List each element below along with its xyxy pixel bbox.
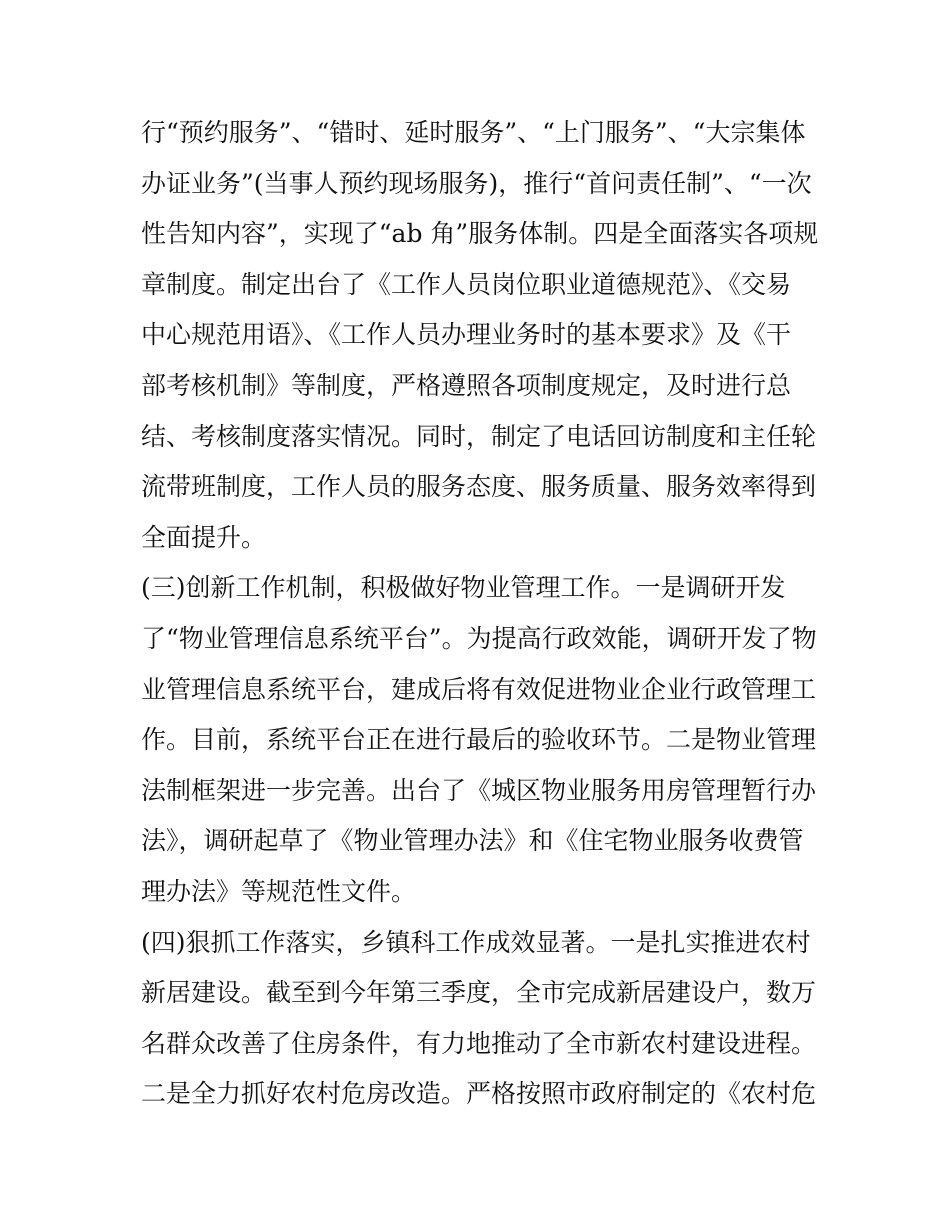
- text-line-1: 行“预约服务”、“错时、延时服务”、“上门服务”、“大宗集体: [141, 118, 806, 147]
- text-line-3: 性告知内容”，实现了“ab 角”服务体制。四是全面落实各项规: [141, 219, 819, 249]
- text-line-19: 名群众改善了住房条件，有力地推动了全市新农村建设进程。: [141, 1028, 817, 1058]
- text-line-11: 了“物业管理信息系统平台”。为提高行政效能，调研开发了物: [141, 623, 817, 653]
- body-text: [141, 108, 821, 1120]
- text-line-14: 法制框架进一步完善。出台了《城区物业服务用房管理暂行办: [141, 775, 817, 805]
- text-line-18: 新居建设。截至到今年第三季度，全市完成新居建设户，数万: [141, 978, 817, 1008]
- text-line-5: 中心规范用语》、《工作人员办理业务时的基本要求》及《干: [141, 320, 792, 350]
- text-line-4: 章制度。制定出台了《工作人员岗位职业道德规范》、《交易: [141, 269, 792, 299]
- text-line-7: 结、考核制度落实情况。同时，制定了电话回访制度和主任轮: [141, 421, 817, 451]
- text-line-6: 部考核机制》等制度，严格遵照各项制度规定，及时进行总: [141, 370, 792, 400]
- text-line-8: 流带班制度，工作人员的服务态度、服务质量、服务效率得到: [141, 472, 817, 502]
- text-line-15: 法》，调研起草了《物业管理办法》和《住宅物业服务收费管: [141, 826, 804, 856]
- text-line-10: (三)创新工作机制，积极做好物业管理工作。一是调研开发: [141, 573, 786, 603]
- text-line-20: 二是全力抓好农村危房改造。严格按照市政府制定的《农村危: [141, 1079, 817, 1109]
- text-line-2: 办证业务”(当事人预约现场服务)，推行“首问责任制”、“一次: [141, 168, 812, 198]
- text-line-17: (四)狠抓工作落实，乡镇科工作成效显著。一是扎实推进农村: [141, 927, 811, 957]
- text-line-12: 业管理信息系统平台，建成后将有效促进物业企业行政管理工: [141, 674, 817, 704]
- text-line-16: 理办法》等规范性文件。: [141, 876, 417, 906]
- text-line-13: 作。目前，系统平台正在进行最后的验收环节。二是物业管理: [141, 725, 817, 755]
- text-line-9: 全面提升。: [141, 522, 267, 552]
